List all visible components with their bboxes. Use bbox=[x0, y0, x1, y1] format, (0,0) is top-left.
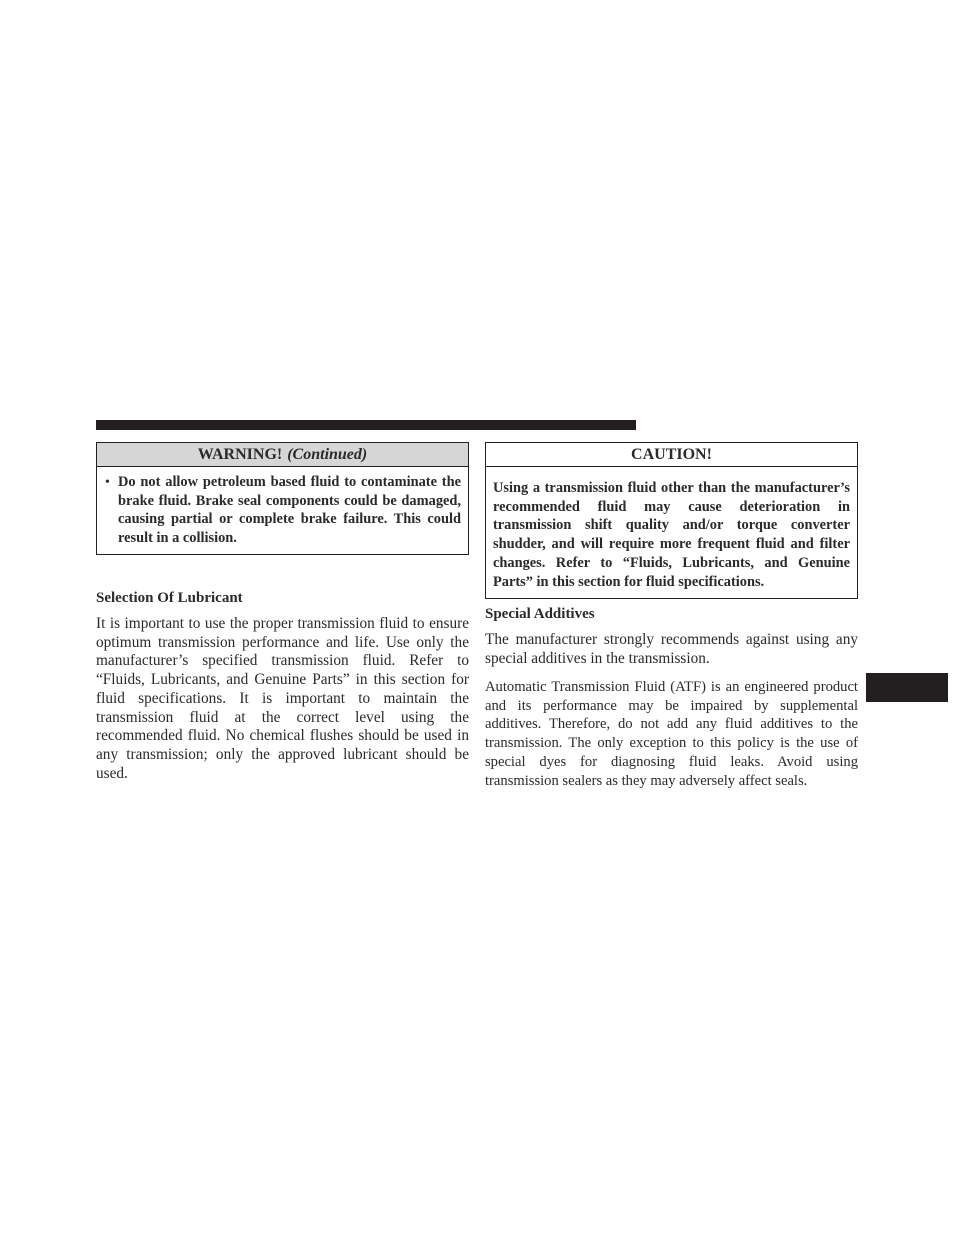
warning-box-header bbox=[97, 443, 468, 467]
special-additives-paragraph-2: Automatic Transmission Fluid (ATF) is an engineered product and its performance may be impaired by supplemental additives. Therefore, do not add any fluid additives to the transmission. The only exception to this policy is the use of special dyes for diagnosing fluid leaks. Avoid using transmission sealers as they may adversely affect seals. bbox=[485, 679, 858, 789]
warning-box-body bbox=[97, 467, 468, 548]
caution-text: Using a transmission fluid other than the manufacturer’s recommended fluid may cause deterioration in transmission shift quality and/or torque converter shudder, and will require more frequent fluid and filter changes. Refer to “Fluids, Lubricants, and Genuine Parts” in this section for fluid specifications. bbox=[493, 480, 850, 590]
warning-title: WARNING! bbox=[197, 446, 283, 463]
caution-box-header bbox=[486, 443, 857, 467]
bullet-icon: • bbox=[105, 475, 110, 490]
selection-of-lubricant-paragraph: It is important to use the proper transmission fluid to ensure optimum transmission performance and life. Use only the manufacturer’s specified transmission fluid. Refer to “Fluids, Lubricants, and Genuine Parts” in this section for fluid specifications. It is important to maintain the transmission fluid at the correct level using the recommended fluid. No chemical flushes should be used in any transmission; only the approved lubricant should be used. bbox=[96, 615, 469, 782]
warning-title-suffix: (Continued) bbox=[287, 446, 368, 463]
special-additives-heading: Special Additives bbox=[485, 606, 595, 622]
selection-of-lubricant-heading: Selection Of Lubricant bbox=[96, 590, 243, 606]
special-additives-paragraph-1: The manufacturer strongly recommends against using any special additives in the transmission. bbox=[485, 631, 858, 667]
top-rule-bar bbox=[96, 420, 636, 430]
section-tab-marker bbox=[866, 673, 948, 702]
warning-bullet-text: Do not allow petroleum based fluid to contaminate the brake fluid. Brake seal components could be damaged, causing partial or complete brake failure. This could result in a collision. bbox=[118, 474, 461, 547]
caution-box bbox=[485, 442, 858, 599]
caution-box-body bbox=[486, 467, 857, 591]
caution-title: CAUTION! bbox=[631, 446, 712, 463]
warning-box bbox=[96, 442, 469, 555]
